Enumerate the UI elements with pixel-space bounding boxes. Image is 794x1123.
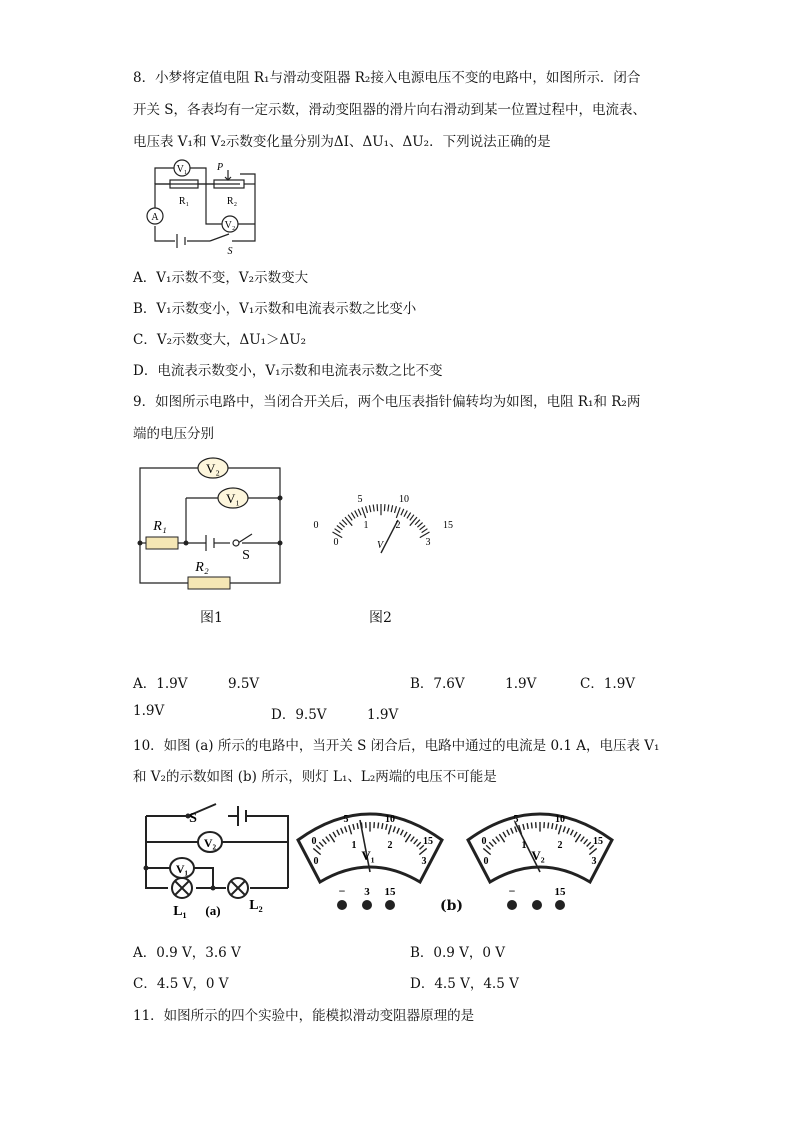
- q10-m1-top-0: 0: [311, 836, 317, 847]
- dial-tick: [369, 505, 370, 512]
- dial-tick: [410, 515, 414, 521]
- q10-m1-top-10: 10: [385, 814, 395, 825]
- dial-tick: [378, 823, 379, 829]
- q8-option-d: D．电流表示数变小，V₁示数和电流表示数之比不变: [133, 363, 443, 379]
- q10-m2-terminal-15: 15: [554, 886, 566, 898]
- dial-tick: [396, 507, 400, 518]
- q9-switch-label: S: [242, 548, 250, 563]
- q10-option-b: B．0.9 V，0 V: [410, 945, 506, 961]
- q9-figure2-voltmeter-dial: [308, 490, 458, 560]
- q8-option-a: A．V₁示数不变，V₂示数变大: [133, 270, 309, 286]
- q11-stem-line1: 11．如图所示的四个实验中，能模拟滑动变阻器原理的是: [133, 1008, 475, 1024]
- q9-dial-bottom-3: 3: [425, 537, 431, 548]
- dial-tick: [342, 520, 347, 525]
- q9-option-d: D．9.5V 1.9V: [271, 707, 399, 723]
- q10-option-a: A．0.9 V，3.6 V: [133, 945, 241, 961]
- dial-tick: [422, 529, 428, 533]
- q9-figure1-caption: 图1: [200, 610, 223, 626]
- q9-dial-bottom-0: 0: [333, 537, 339, 548]
- q9-stem-line2: 端的电压分别: [133, 426, 214, 442]
- q10-figure-a-caption: (a): [205, 903, 221, 918]
- q8-switch-label: S: [227, 246, 233, 256]
- dial-tick: [373, 505, 374, 512]
- q9-dial-top-0: 0: [313, 520, 319, 531]
- q9-dial-bottom-1: 1: [363, 520, 369, 531]
- q10-m1-bottom-1: 1: [351, 840, 357, 851]
- q10-l2-label: L₂: [249, 898, 263, 913]
- dial-tick: [388, 505, 389, 512]
- q9-option-a: A．1.9V 9.5V: [133, 676, 260, 692]
- dial-tick: [407, 513, 411, 519]
- q8-v2-label: V₂: [224, 220, 236, 231]
- q8-ammeter-label: A: [151, 212, 159, 223]
- dial-tick: [339, 523, 344, 528]
- q9-figure2-caption: 图2: [369, 610, 392, 626]
- q10-m2-top-0: 0: [481, 836, 487, 847]
- q9-dial-bottom-2: 2: [395, 520, 401, 531]
- q9-dial-top-5: 5: [357, 494, 363, 505]
- q10-m2-top-5: 5: [513, 814, 519, 825]
- dial-tick: [366, 506, 368, 513]
- q10-m1-label: V₁: [361, 848, 375, 863]
- dial-tick: [417, 523, 422, 528]
- q10-option-c: C．4.5 V，0 V: [133, 976, 229, 992]
- q8-option-b: B．V₁示数变小，V₁示数和电流表示数之比变小: [133, 301, 417, 317]
- dial-tick: [395, 506, 397, 513]
- q10-figure-b-meter-v1: [290, 800, 450, 912]
- q10-m2-bottom-1: 1: [521, 840, 527, 851]
- q10-m1-terminal-3: 3: [364, 886, 370, 898]
- q8-stem-line1: 8．小梦将定值电阻 R₁与滑动变阻器 R₂接入电源电压不变的电路中，如图所示．闭合: [133, 70, 641, 86]
- q8-option-c: C．V₂示数变大，ΔU₁＞ΔU₂: [133, 332, 307, 348]
- q10-m2-label: V₂: [531, 848, 545, 863]
- q9-r2-label: R₂: [195, 560, 209, 575]
- dial-tick: [415, 520, 420, 525]
- dial-tick: [348, 515, 352, 521]
- q10-m2-terminal-minus: −: [508, 884, 516, 898]
- q8-r2-label: R₂: [226, 196, 238, 207]
- q10-m1-bottom-3: 3: [421, 856, 427, 867]
- q9-option-b: B．7.6V 1.9V: [410, 676, 537, 692]
- dial-tick: [335, 529, 341, 533]
- q9-dial-unit: V: [376, 540, 384, 551]
- q10-m1-top-15: 15: [423, 836, 433, 847]
- q10-m2-bottom-3: 3: [591, 856, 597, 867]
- q10-m1-terminal-15: 15: [384, 886, 396, 898]
- q10-l1-label: L₁: [173, 904, 187, 919]
- dial-tick: [420, 526, 426, 530]
- dial-tick: [351, 513, 355, 519]
- q10-switch-label: S: [189, 811, 197, 826]
- q9-stem-line1: 9．如图所示电路中，当闭合开关后，两个电压表指针偏转均为如图，电阻 R₁和 R₂两: [133, 394, 641, 410]
- dial-tick: [401, 509, 404, 515]
- q10-m1-terminal-minus: −: [338, 884, 346, 898]
- dial-tick: [404, 511, 407, 517]
- q10-m1-bottom-2: 2: [387, 840, 393, 851]
- q9-v1-label: V₁: [226, 491, 240, 506]
- q10-figure-a-circuit: [138, 798, 293, 923]
- q9-figure1-circuit: [130, 450, 290, 600]
- dial-tick: [362, 507, 366, 518]
- q10-v2-label: V₂: [203, 836, 217, 850]
- dial-tick: [548, 823, 549, 829]
- dial-tick: [337, 526, 343, 530]
- q9-option-c: C．1.9V: [580, 676, 636, 692]
- q10-m2-bottom-0: 0: [483, 856, 489, 867]
- dial-tick: [355, 511, 358, 517]
- q10-m2-bottom-2: 2: [557, 840, 563, 851]
- q10-v1-label: V₁: [175, 862, 189, 876]
- dial-tick: [531, 823, 532, 829]
- q8-r1-label: R₁: [178, 196, 190, 207]
- q10-option-d: D．4.5 V，4.5 V: [410, 976, 519, 992]
- q9-r1-label: R₁: [153, 519, 167, 534]
- q10-figure-b-meter-v2: [460, 800, 620, 912]
- q10-m2-top-15: 15: [593, 836, 603, 847]
- q9-option-c-continued: 1.9V: [133, 703, 165, 719]
- q8-slider-label: P: [216, 162, 224, 173]
- q9-dial-top-10: 10: [399, 494, 409, 505]
- q9-v2-label: V₂: [206, 461, 220, 476]
- q8-stem-line2: 开关 S，各表均有一定示数，滑动变阻器的滑片向右滑动到某一位置过程中，电流表、: [133, 102, 647, 118]
- q8-stem-line3: 电压表 V₁和 V₂示数变化量分别为ΔI、ΔU₁、ΔU₂．下列说法正确的是: [133, 134, 551, 150]
- q8-circuit-diagram: [140, 156, 265, 256]
- q10-m1-bottom-0: 0: [313, 856, 319, 867]
- q10-m1-top-5: 5: [343, 814, 349, 825]
- q10-m2-top-10: 10: [555, 814, 565, 825]
- q10-stem-line2: 和 V₂的示数如图 (b) 所示，则灯 L₁、L₂两端的电压不可能是: [133, 769, 497, 785]
- dial-tick: [358, 509, 361, 515]
- dial-tick: [391, 505, 392, 512]
- q10-stem-line1: 10．如图 (a) 所示的电路中，当开关 S 闭合后，电路中通过的电流是 0.1 A，电压表 V₁: [133, 738, 660, 754]
- q8-v1-label: V₁: [176, 164, 188, 175]
- q10-figure-b-caption: (b): [440, 898, 464, 914]
- q9-dial-top-15: 15: [443, 520, 453, 531]
